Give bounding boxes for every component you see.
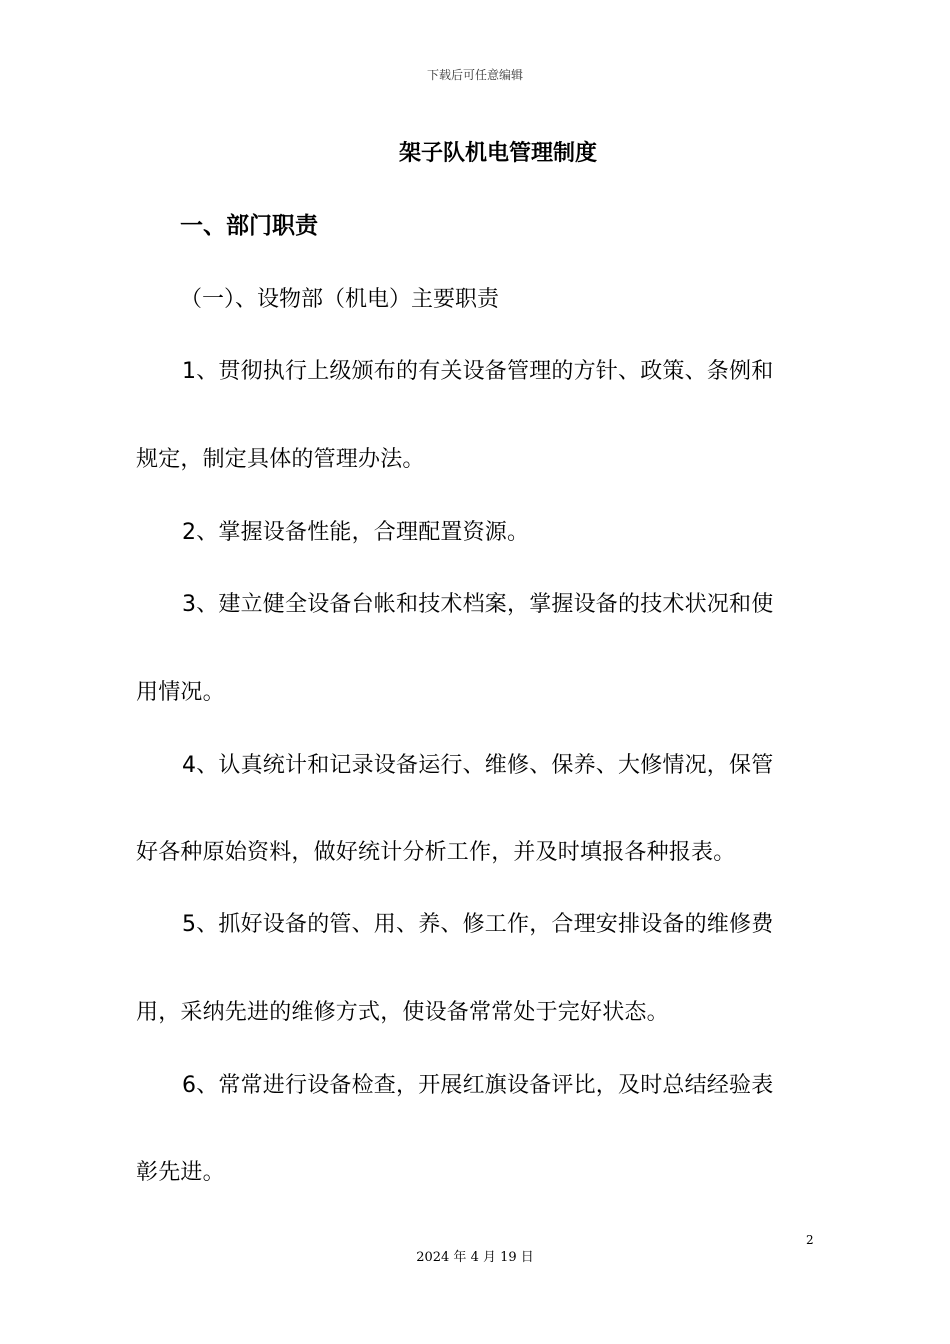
item-3-line-1: 3、建立健全设备台帐和技术档案，掌握设备的技术状况和使 xyxy=(182,592,774,617)
item-4-line-2: 好各种原始资料，做好统计分析工作，并及时填报各种报表。 xyxy=(136,840,736,865)
page-number: 2 xyxy=(806,1233,814,1247)
subsection-heading: （一）、设物部（机电）主要职责 xyxy=(180,287,500,312)
item-2-line-1: 2、掌握设备性能，合理配置资源。 xyxy=(182,520,530,545)
document-title: 架子队机电管理制度 xyxy=(398,141,597,166)
section-heading: 一、部门职责 xyxy=(180,213,318,239)
header-note: 下载后可任意编辑 xyxy=(426,68,523,82)
footer-date: 2024 年 4 月 19 日 xyxy=(416,1250,534,1265)
item-3-line-2: 用情况。 xyxy=(136,680,225,705)
item-1-line-2: 规定，制定具体的管理办法。 xyxy=(136,447,425,472)
item-1-line-1: 1、贯彻执行上级颁布的有关设备管理的方针、政策、条例和 xyxy=(182,359,774,384)
item-4-line-1: 4、认真统计和记录设备运行、维修、保养、大修情况，保管 xyxy=(182,753,774,778)
item-6-line-1: 6、常常进行设备检查，开展红旗设备评比，及时总结经验表 xyxy=(182,1073,774,1098)
item-5-line-2: 用，采纳先进的维修方式，使设备常常处于完好状态。 xyxy=(136,1000,669,1025)
item-5-line-1: 5、抓好设备的管、用、养、修工作，合理安排设备的维修费 xyxy=(182,912,774,937)
item-6-line-2: 彰先进。 xyxy=(136,1160,225,1185)
